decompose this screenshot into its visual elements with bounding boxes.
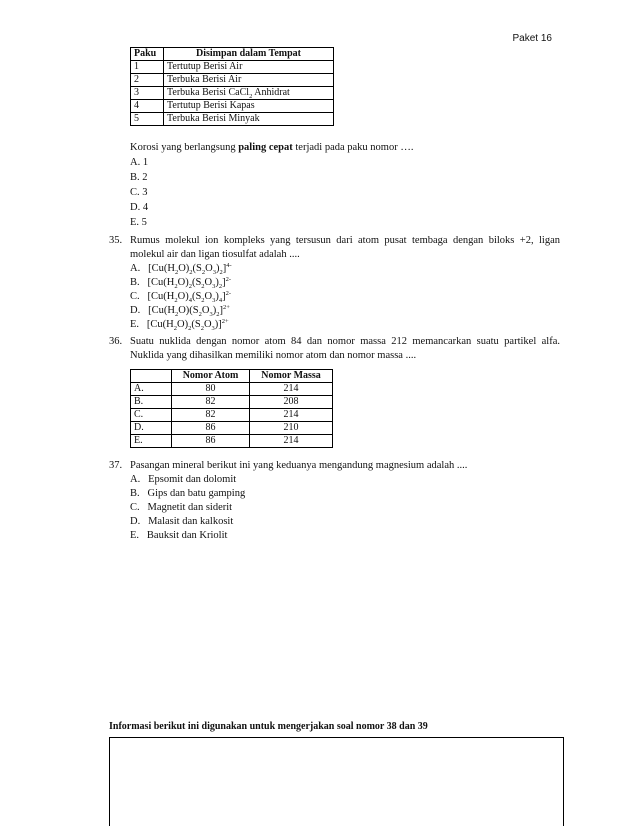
table-header: Nomor Atom — [172, 370, 250, 383]
table-header: Paku — [131, 48, 164, 61]
table-cell: B. — [131, 396, 172, 409]
subscript: 2 — [201, 269, 206, 277]
table-row — [131, 396, 333, 409]
table-cell: Terbuka Berisi Air — [164, 74, 334, 87]
table-header-row — [131, 370, 333, 383]
subscript: 2 — [188, 283, 192, 291]
q37-option: E. Bauksit dan Kriolit — [130, 530, 228, 541]
table-row — [131, 409, 333, 422]
table-cell: 2 — [131, 74, 164, 87]
formula-part: ] — [219, 305, 223, 316]
formula-part: [Cu(H — [148, 305, 175, 316]
q37-text: Pasangan mineral berikut ini yang keduanya mengandung magnesium adalah .... — [130, 460, 468, 471]
subscript: 2 — [198, 311, 202, 319]
subscript: 2 — [201, 283, 205, 291]
subscript: 2 — [174, 283, 178, 291]
formula-part: (S — [191, 277, 202, 288]
subscript: 2 — [173, 325, 178, 333]
subscript: 3 — [212, 297, 216, 305]
table-row — [131, 100, 334, 113]
subscript: 2 — [216, 311, 220, 319]
question-text: Korosi yang berlangsung — [130, 142, 239, 153]
table-cell: 86 — [172, 435, 250, 448]
formula-part: [Cu(H — [147, 277, 175, 288]
q37-option: B. Gips dan batu gamping — [130, 488, 246, 499]
table-cell: 210 — [250, 422, 333, 435]
formula-part: O — [204, 291, 213, 302]
table-header: Disimpan dalam Tempat — [164, 48, 334, 61]
table-row — [131, 87, 334, 100]
formula-part: [Cu(H — [148, 263, 175, 274]
q35-option-e — [130, 317, 229, 333]
q35-text-line1: Rumus molekul ion kompleks yang tersusun dari atom pusat tembaga dengan biloks +2, ligan — [130, 235, 560, 246]
paku-table — [130, 47, 334, 126]
subscript: 2 — [189, 269, 193, 277]
superscript-charge: 2- — [225, 275, 232, 283]
formula-part: [Cu(H — [146, 319, 174, 330]
option-label: D. — [130, 305, 141, 316]
subscript: 3 — [212, 283, 216, 291]
q35-option-a — [130, 261, 232, 277]
subscript: 2 — [174, 269, 179, 277]
cell-text: Terbuka Berisi CaCl — [167, 87, 250, 98]
question-text: terjadi pada paku nomor …. — [292, 142, 414, 153]
table-cell: 208 — [250, 396, 333, 409]
table-cell: Tertutup Berisi Air — [164, 61, 334, 74]
formula-part: ) — [215, 277, 219, 288]
table-cell: 86 — [172, 422, 250, 435]
q34-question — [130, 143, 413, 154]
nuklida-table — [130, 369, 333, 448]
superscript-charge: 2- — [225, 289, 232, 297]
table-header — [131, 370, 172, 383]
subscript: 3 — [211, 325, 215, 333]
q35-number: 35. — [109, 235, 123, 246]
q37-option: C. Magnetit dan siderit — [130, 502, 233, 513]
q37-option: A. Epsomit dan dolomit — [130, 474, 237, 485]
formula-part: ] — [222, 263, 227, 274]
formula-part: (S — [191, 291, 202, 302]
info-heading: Informasi berikut ini digunakan untuk mengerjakan soal nomor 38 dan 39 — [109, 721, 428, 732]
table-cell: 214 — [250, 435, 333, 448]
formula-part: O — [205, 263, 213, 274]
question-emphasis: paling cepat — [238, 142, 293, 153]
table-cell: C. — [131, 409, 172, 422]
q35-option-b — [130, 275, 232, 291]
subscript: 2 — [219, 269, 223, 277]
table-row — [131, 61, 334, 74]
formula-part: ] — [222, 277, 226, 288]
table-row — [131, 435, 333, 448]
table-cell: 214 — [250, 409, 333, 422]
formula-part: O) — [177, 319, 189, 330]
formula-part: )] — [214, 319, 222, 330]
table-cell: Tertutup Berisi Kapas — [164, 100, 334, 113]
formula-part: O — [204, 277, 213, 288]
subscript: 2 — [174, 297, 178, 305]
table-cell: 1 — [131, 61, 164, 74]
formula-part: O — [201, 305, 210, 316]
option-label: C. — [130, 291, 140, 302]
subscript: 4 — [218, 297, 223, 305]
subscript: 2 — [249, 93, 253, 100]
table-cell: 5 — [131, 113, 164, 126]
subscript: 2 — [174, 311, 179, 319]
table-cell: 80 — [172, 383, 250, 396]
table-header-row — [131, 48, 334, 61]
subscript: 2 — [200, 325, 204, 333]
table-cell — [164, 87, 334, 100]
subscript: 2 — [218, 283, 223, 291]
formula-part: O — [203, 319, 212, 330]
superscript-charge: 2+ — [222, 303, 230, 311]
subscript: 2 — [188, 325, 192, 333]
page-header-paket: Paket 16 — [512, 33, 552, 44]
superscript-charge: 2+ — [221, 317, 229, 325]
option-label: E. — [130, 319, 140, 330]
subscript: 3 — [212, 269, 216, 277]
q37-option: D. Malasit dan kalkosit — [130, 516, 234, 527]
formula-part: O) — [177, 291, 189, 302]
formula-part: ) — [215, 263, 220, 274]
table-cell: 82 — [172, 409, 250, 422]
table-row — [131, 74, 334, 87]
formula-part: (S — [191, 319, 201, 330]
formula-part: O) — [178, 263, 190, 274]
q35-option-d — [130, 303, 230, 319]
formula-part: ) — [212, 305, 217, 316]
table-row — [131, 383, 333, 396]
table-cell: Terbuka Berisi Minyak — [164, 113, 334, 126]
q34-option: D. 4 — [130, 202, 149, 213]
table-row — [131, 113, 334, 126]
table-header: Nomor Massa — [250, 370, 333, 383]
table-cell: D. — [131, 422, 172, 435]
q36-text-line2: Nuklida yang dihasilkan memiliki nomor atom dan nomor massa .... — [130, 350, 417, 361]
formula-part: O) — [177, 277, 189, 288]
table-cell: 4 — [131, 100, 164, 113]
table-cell: 82 — [172, 396, 250, 409]
formula-part: O)(S — [178, 305, 199, 316]
info-box — [109, 737, 564, 826]
table-cell: 214 — [250, 383, 333, 396]
q36-text-line1: Suatu nuklida dengan nomor atom 84 dan nomor massa 212 memancarkan suatu partikel alfa. — [130, 336, 560, 347]
q37-number: 37. — [109, 460, 123, 471]
q34-option: C. 3 — [130, 187, 148, 198]
option-label: B. — [130, 277, 140, 288]
formula-part: ) — [215, 291, 219, 302]
subscript: 3 — [209, 311, 213, 319]
table-cell: A. — [131, 383, 172, 396]
cell-text: Anhidrat — [252, 87, 290, 98]
subscript: 4 — [188, 297, 192, 305]
table-cell: E. — [131, 435, 172, 448]
q36-number: 36. — [109, 336, 123, 347]
q35-option-c — [130, 289, 232, 305]
formula-part: [Cu(H — [147, 291, 175, 302]
superscript-charge: 4- — [226, 261, 232, 269]
q35-text-line2: molekul air dan ligan tiosulfat adalah .... — [130, 249, 300, 260]
table-cell: 3 — [131, 87, 164, 100]
formula-part: ] — [222, 291, 226, 302]
table-row — [131, 422, 333, 435]
q34-option: E. 5 — [130, 217, 147, 228]
subscript: 2 — [201, 297, 205, 305]
formula-part: (S — [192, 263, 202, 274]
option-label: A. — [130, 263, 141, 274]
q34-option: B. 2 — [130, 172, 148, 183]
q34-option: A. 1 — [130, 157, 149, 168]
